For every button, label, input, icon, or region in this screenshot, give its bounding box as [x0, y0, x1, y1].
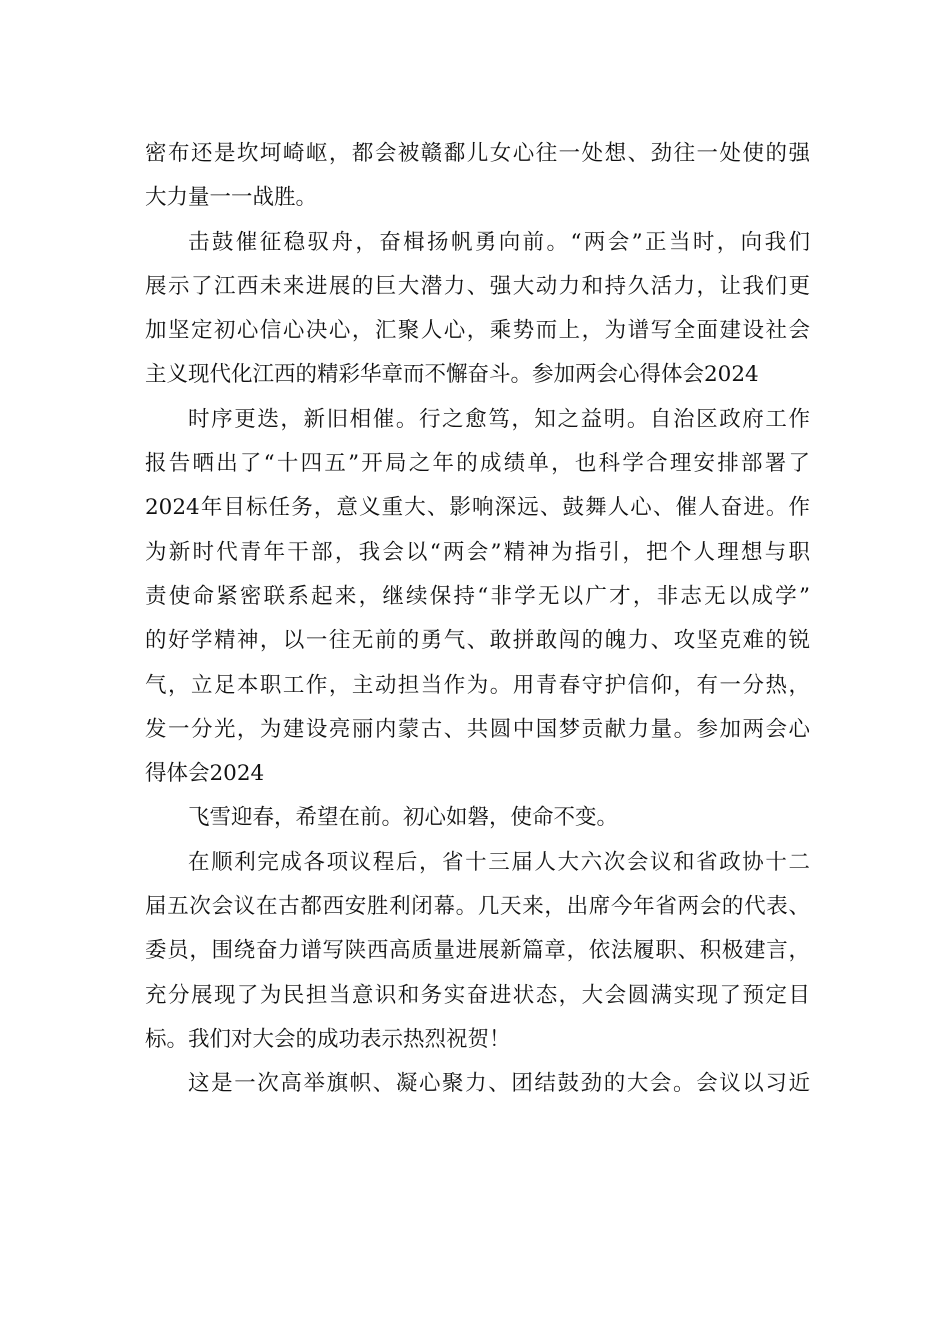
text-line: 飞雪迎春，希望在前。初心如磐，使命不变。	[188, 805, 619, 831]
text-line: 委员，围绕奋力谱写陕西高质量进展新篇章，依法履职、积极建言，	[145, 938, 810, 964]
text-line: 标。我们对大会的成功表示热烈祝贺！	[145, 1026, 511, 1052]
text-line: 得体会2024	[145, 761, 265, 787]
document-body	[145, 132, 810, 1107]
text-line: 报告晒出了“十四五”开局之年的成绩单，也科学合理安排部署了	[145, 451, 810, 477]
text-line: 充分展现了为民担当意识和务实奋进状态，大会圆满实现了预定目	[145, 982, 810, 1008]
text-line: 2024年目标任务，意义重大、影响深远、鼓舞人心、催人奋进。作	[145, 495, 810, 521]
text-line: 发一分光，为建设亮丽内蒙古、共圆中国梦贡献力量。参加两会心	[145, 716, 810, 742]
text-line: 届五次会议在古都西安胜利闭幕。几天来，出席今年省两会的代表、	[145, 894, 810, 920]
text-line: 气，立足本职工作，主动担当作为。用青春守护信仰，有一分热，	[145, 672, 810, 698]
text-line: 加坚定初心信心决心，汇聚人心，乘势而上，为谱写全面建设社会	[145, 318, 810, 344]
text-line: 密布还是坎坷崎岖，都会被赣鄱儿女心往一处想、劲往一处使的强	[145, 141, 810, 166]
text-line: 击鼓催征稳驭舟，奋楫扬帆勇向前。“两会”正当时，向我们	[188, 229, 810, 255]
text-line: 这是一次高举旗帜、凝心聚力、团结鼓劲的大会。会议以习近	[188, 1071, 810, 1097]
text-line: 主义现代化江西的精彩华章而不懈奋斗。参加两会心得体会2024	[145, 362, 759, 388]
text-line: 责使命紧密联系起来，继续保持“非学无以广才，非志无以成学”	[145, 583, 810, 609]
text-line: 时序更迭，新旧相催。行之愈笃，知之益明。自治区政府工作	[188, 406, 810, 432]
text-line: 在顺利完成各项议程后，省十三届人大六次会议和省政协十二	[188, 849, 810, 875]
text-line: 大力量一一战胜。	[145, 185, 318, 211]
text-line: 的好学精神，以一往无前的勇气、敢拼敢闯的魄力、攻坚克难的锐	[145, 628, 810, 654]
text-line: 展示了江西未来进展的巨大潜力、强大动力和持久活力，让我们更	[145, 273, 810, 299]
text-line: 为新时代青年干部，我会以“两会”精神为指引，把个人理想与职	[145, 539, 810, 565]
